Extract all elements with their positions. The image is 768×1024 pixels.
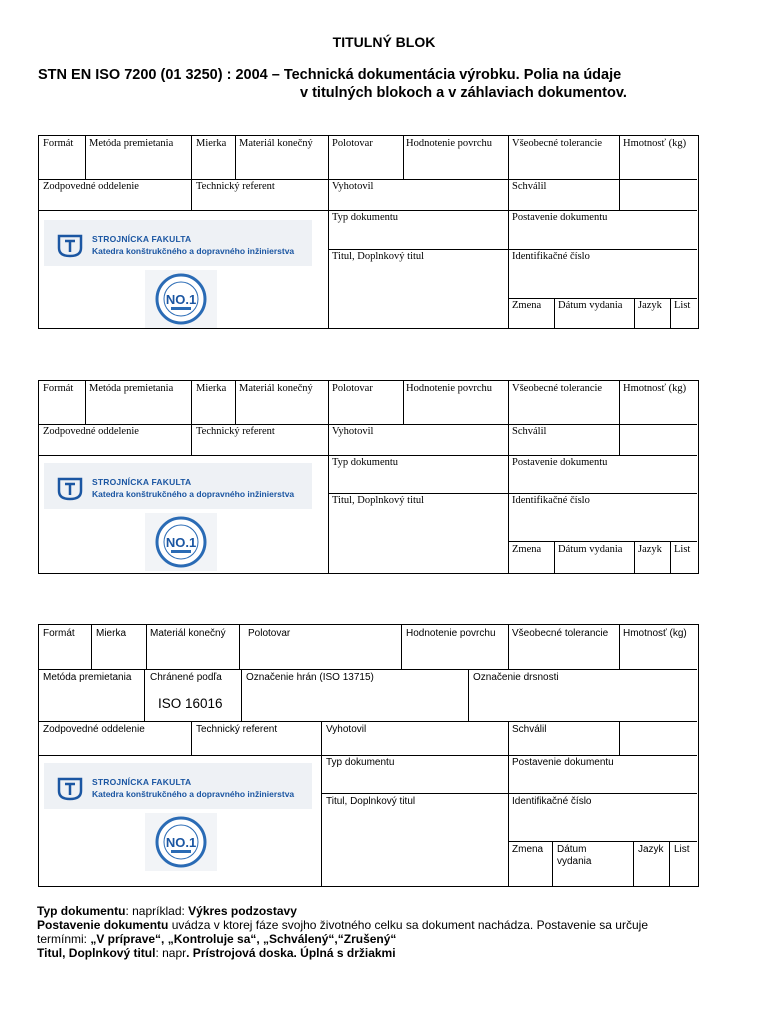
revision-label: Zmena [512,844,544,855]
semi-product-label: Polotovar [332,138,373,149]
surface-finish-label: Hodnotenie povrchu [406,138,493,149]
faculty-logo [44,463,312,509]
scale-label: Mierka [196,383,227,394]
no1-seal-icon [145,813,217,871]
document-status-label: Postavenie dokumentu [512,757,614,768]
roughness-designation-label: Označenie drsnosti [473,672,559,683]
created-by-label: Vyhotovil [326,724,367,735]
sheet-label: List [674,844,690,855]
format-label: Formát [43,383,74,394]
no1-seal [145,513,217,571]
faculty-name: STROJNÍCKA FAKULTA [92,777,192,787]
footnote-status-terms: termínmi: „V príprave“, „Kontroluje sa“, „Schválený“,“Zrušený“ [37,932,397,946]
title-label: Titul, Doplnkový titul [326,796,416,807]
responsible-department-label: Zodpovedné oddelenie [43,724,145,735]
faculty-name: STROJNÍCKA FAKULTA [92,477,192,487]
technical-reference-label: Technický referent [196,724,278,735]
mass-label: Hmotnosť (kg) [623,628,687,639]
seal-label: NO.1 [165,835,197,850]
issue-date-label: Dátum vydania [558,544,623,555]
title-label: Titul, Doplnkový titul [332,495,425,506]
projection-method-label: Metóda premietania [43,672,132,683]
no1-seal [145,813,217,871]
mass-label: Hmotnosť (kg) [623,383,687,394]
identification-number-label: Identifikačné číslo [512,796,592,807]
general-tolerances-label: Všeobecné tolerancie [512,628,609,639]
identification-number-label: Identifikačné číslo [512,495,590,506]
faculty-name: STROJNÍCKA FAKULTA [92,234,192,244]
projection-method-label: Metóda premietania [89,383,174,394]
general-tolerances-label: Všeobecné tolerancie [512,383,603,394]
language-label: Jazyk [638,300,662,311]
edge-designation-label: Označenie hrán (ISO 13715) [246,672,374,683]
footnote-document-status: Postavenie dokumentu uvádza v ktorej fáze svojho životného celku sa dokument nachádza. Postavenie sa určuje [37,918,648,932]
revision-label: Zmena [512,300,542,311]
footnote-document-type: Typ dokumentu: napríklad: Výkres podzostavy [37,904,297,918]
faculty-emblem-icon [57,777,83,801]
sheet-label: List [674,544,691,555]
sheet-label: List [674,300,691,311]
responsible-department-label: Zodpovedné oddelenie [43,181,139,192]
format-label: Formát [43,138,74,149]
revision-label: Zmena [512,544,542,555]
faculty-logo [44,763,312,809]
no1-seal [145,270,217,328]
no1-seal-icon [145,270,217,328]
scale-label: Mierka [96,628,127,639]
created-by-label: Vyhotovil [332,426,374,437]
responsible-department-label: Zodpovedné oddelenie [43,426,139,437]
seal-label: NO.1 [165,292,197,307]
faculty-logo [44,220,312,266]
page-title: TITULNÝ BLOK [332,34,436,50]
material-label: Materiál konečný [150,628,226,639]
department-name: Katedra konštrukčného a dopravného inžinierstva [92,489,295,499]
language-label: Jazyk [638,544,662,555]
department-name: Katedra konštrukčného a dopravného inžinierstva [92,246,295,256]
identification-number-label: Identifikačné číslo [512,251,590,262]
surface-finish-label: Hodnotenie povrchu [406,628,496,639]
general-tolerances-label: Všeobecné tolerancie [512,138,603,149]
document-type-label: Typ dokumentu [332,457,399,468]
title-block-3 [38,624,699,887]
approved-by-label: Schválil [512,724,547,735]
projection-method-label: Metóda premietania [89,138,174,149]
standard-title-continuation: v titulných blokoch a v záhlaviach dokumentov. [300,85,627,101]
document-status-label: Postavenie dokumentu [512,212,608,223]
footnote-title: Titul, Doplnkový titul: napr. Prístrojová doska. Úplná s držiakmi [37,946,396,960]
surface-finish-label: Hodnotenie povrchu [406,383,493,394]
approved-by-label: Schválil [512,181,547,192]
semi-product-label: Polotovar [248,628,291,639]
standard-title: STN EN ISO 7200 (01 3250) : 2004 – Technická dokumentácia výrobku. Polia na údaje [38,67,622,83]
faculty-emblem-icon [57,477,83,501]
title-block-1 [38,135,699,329]
protected-by-label: Chránené podľa [150,672,222,683]
document-status-label: Postavenie dokumentu [512,457,608,468]
issue-date-label: Dátum vydania [558,300,623,311]
material-label: Materiál konečný [239,383,313,394]
issue-date-label-line2: vydania [557,856,592,867]
seal-label: NO.1 [165,535,197,550]
technical-reference-label: Technický referent [196,181,275,192]
format-label: Formát [43,628,75,639]
protected-by-value: ISO 16016 [158,696,223,711]
faculty-emblem-icon [57,234,83,258]
title-label: Titul, Doplnkový titul [332,251,425,262]
language-label: Jazyk [638,844,664,855]
semi-product-label: Polotovar [332,383,373,394]
document-type-label: Typ dokumentu [332,212,399,223]
no1-seal-icon [145,513,217,571]
created-by-label: Vyhotovil [332,181,374,192]
document-type-label: Typ dokumentu [326,757,395,768]
technical-reference-label: Technický referent [196,426,275,437]
department-name: Katedra konštrukčného a dopravného inžinierstva [92,789,295,799]
approved-by-label: Schválil [512,426,547,437]
mass-label: Hmotnosť (kg) [623,138,687,149]
title-block-2 [38,380,699,574]
issue-date-label-line1: Dátum [557,844,587,855]
material-label: Materiál konečný [239,138,313,149]
scale-label: Mierka [196,138,227,149]
